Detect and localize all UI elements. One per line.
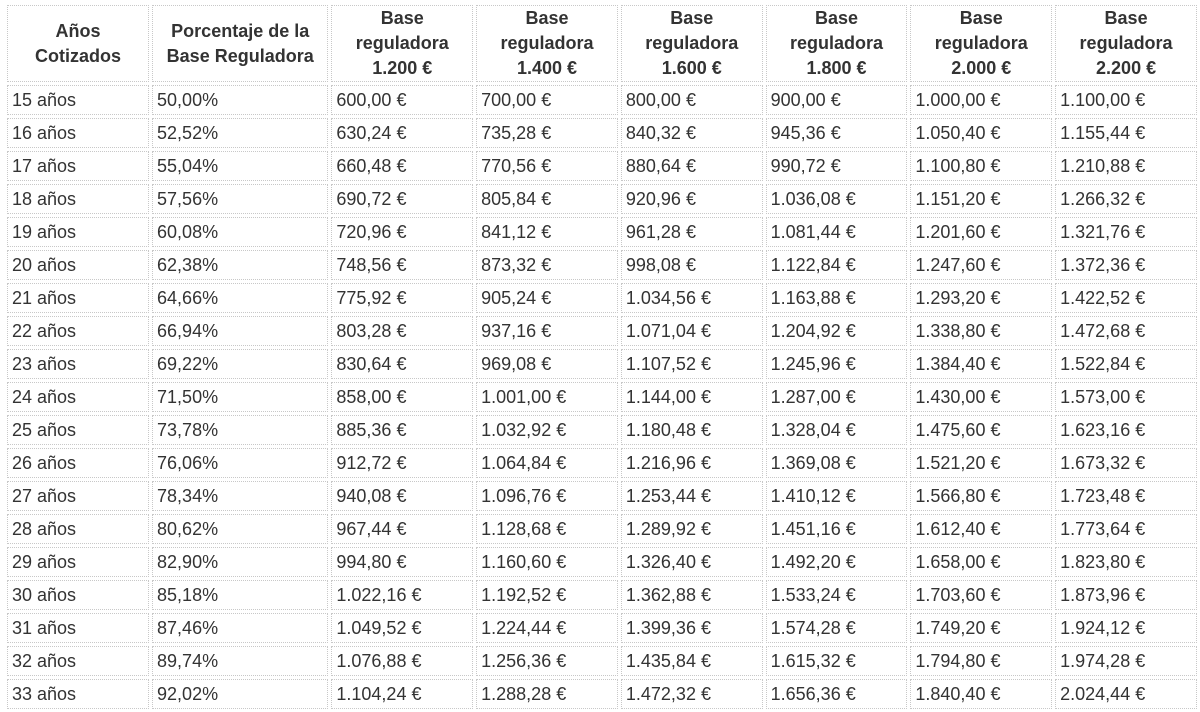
- amount-cell: 998,08 €: [621, 250, 763, 280]
- table-row: [7, 349, 1197, 379]
- years-cell: 25 años: [7, 415, 149, 445]
- column-header-4: [621, 5, 763, 82]
- amount-cell: 961,28 €: [621, 217, 763, 247]
- amount-cell: 967,44 €: [331, 514, 473, 544]
- amount-cell: 1.566,80 €: [910, 481, 1052, 511]
- amount-cell: 937,16 €: [476, 316, 618, 346]
- column-header-line: Cotizados: [35, 45, 122, 66]
- column-header-line: reguladora: [645, 33, 739, 53]
- column-header-line: Base: [380, 8, 424, 28]
- amount-cell: 1.128,68 €: [476, 514, 618, 544]
- column-header-line: Porcentaje de la: [171, 20, 310, 41]
- amount-cell: 885,36 €: [331, 415, 473, 445]
- years-cell: 15 años: [7, 85, 149, 115]
- years-cell: 23 años: [7, 349, 149, 379]
- years-cell: 22 años: [7, 316, 149, 346]
- amount-cell: 1.321,76 €: [1055, 217, 1197, 247]
- column-header-line: Base: [525, 8, 569, 28]
- percentage-cell: 80,62%: [152, 514, 328, 544]
- amount-cell: 1.204,92 €: [766, 316, 908, 346]
- column-header-line: Base: [959, 8, 1003, 28]
- column-header-0: [7, 5, 149, 82]
- amount-cell: 1.574,28 €: [766, 613, 908, 643]
- amount-cell: 1.451,16 €: [766, 514, 908, 544]
- table-row: [7, 613, 1197, 643]
- column-header-line: Base: [670, 8, 714, 28]
- amount-cell: 1.122,84 €: [766, 250, 908, 280]
- amount-cell: 1.107,52 €: [621, 349, 763, 379]
- amount-cell: 1.658,00 €: [910, 547, 1052, 577]
- amount-cell: 800,00 €: [621, 85, 763, 115]
- amount-cell: 1.151,20 €: [910, 184, 1052, 214]
- column-header-3: [476, 5, 618, 82]
- amount-cell: 1.362,88 €: [621, 580, 763, 610]
- amount-cell: 1.036,08 €: [766, 184, 908, 214]
- percentage-cell: 50,00%: [152, 85, 328, 115]
- table-row: [7, 316, 1197, 346]
- column-header-line: Años: [55, 20, 101, 41]
- years-cell: 26 años: [7, 448, 149, 478]
- amount-cell: 1.081,44 €: [766, 217, 908, 247]
- amount-cell: 735,28 €: [476, 118, 618, 148]
- years-cell: 19 años: [7, 217, 149, 247]
- amount-cell: 940,08 €: [331, 481, 473, 511]
- column-header-line: 2.200 €: [1096, 58, 1157, 78]
- percentage-cell: 57,56%: [152, 184, 328, 214]
- amount-cell: 1.144,00 €: [621, 382, 763, 412]
- years-cell: 21 años: [7, 283, 149, 313]
- table-row: [7, 250, 1197, 280]
- table-row: [7, 85, 1197, 115]
- amount-cell: 1.050,40 €: [910, 118, 1052, 148]
- amount-cell: 690,72 €: [331, 184, 473, 214]
- amount-cell: 1.032,92 €: [476, 415, 618, 445]
- amount-cell: 1.924,12 €: [1055, 613, 1197, 643]
- amount-cell: 1.656,36 €: [766, 679, 908, 709]
- table-row: [7, 679, 1197, 709]
- amount-cell: 1.253,44 €: [621, 481, 763, 511]
- amount-cell: 700,00 €: [476, 85, 618, 115]
- amount-cell: 630,24 €: [331, 118, 473, 148]
- table-row: [7, 514, 1197, 544]
- amount-cell: 969,08 €: [476, 349, 618, 379]
- amount-cell: 1.287,00 €: [766, 382, 908, 412]
- table-row: [7, 580, 1197, 610]
- amount-cell: 1.492,20 €: [766, 547, 908, 577]
- amount-cell: 1.372,36 €: [1055, 250, 1197, 280]
- amount-cell: 1.612,40 €: [910, 514, 1052, 544]
- amount-cell: 1.369,08 €: [766, 448, 908, 478]
- amount-cell: 803,28 €: [331, 316, 473, 346]
- years-cell: 24 años: [7, 382, 149, 412]
- pension-table: [4, 2, 1200, 712]
- amount-cell: 720,96 €: [331, 217, 473, 247]
- amount-cell: 1.873,96 €: [1055, 580, 1197, 610]
- column-header-7: [1055, 5, 1197, 82]
- amount-cell: 905,24 €: [476, 283, 618, 313]
- amount-cell: 912,72 €: [331, 448, 473, 478]
- percentage-cell: 66,94%: [152, 316, 328, 346]
- table-row: [7, 415, 1197, 445]
- amount-cell: 1.573,00 €: [1055, 382, 1197, 412]
- column-header-6: [910, 5, 1052, 82]
- column-header-line: 2.000 €: [951, 58, 1012, 78]
- amount-cell: 1.521,20 €: [910, 448, 1052, 478]
- percentage-cell: 87,46%: [152, 613, 328, 643]
- amount-cell: 2.024,44 €: [1055, 679, 1197, 709]
- amount-cell: 900,00 €: [766, 85, 908, 115]
- amount-cell: 1.160,60 €: [476, 547, 618, 577]
- amount-cell: 840,32 €: [621, 118, 763, 148]
- amount-cell: 1.071,04 €: [621, 316, 763, 346]
- amount-cell: 1.673,32 €: [1055, 448, 1197, 478]
- table-row: [7, 283, 1197, 313]
- amount-cell: 1.155,44 €: [1055, 118, 1197, 148]
- years-cell: 33 años: [7, 679, 149, 709]
- amount-cell: 1.210,88 €: [1055, 151, 1197, 181]
- amount-cell: 1.256,36 €: [476, 646, 618, 676]
- amount-cell: 1.533,24 €: [766, 580, 908, 610]
- amount-cell: 990,72 €: [766, 151, 908, 181]
- amount-cell: 770,56 €: [476, 151, 618, 181]
- percentage-cell: 64,66%: [152, 283, 328, 313]
- years-cell: 32 años: [7, 646, 149, 676]
- pension-table-container: [4, 2, 1200, 712]
- amount-cell: 775,92 €: [331, 283, 473, 313]
- percentage-cell: 78,34%: [152, 481, 328, 511]
- percentage-cell: 82,90%: [152, 547, 328, 577]
- amount-cell: 945,36 €: [766, 118, 908, 148]
- amount-cell: 1.522,84 €: [1055, 349, 1197, 379]
- column-header-line: reguladora: [790, 33, 884, 53]
- column-header-line: 1.600 €: [661, 58, 722, 78]
- percentage-cell: 89,74%: [152, 646, 328, 676]
- table-row: [7, 448, 1197, 478]
- percentage-cell: 60,08%: [152, 217, 328, 247]
- years-cell: 17 años: [7, 151, 149, 181]
- column-header-line: reguladora: [355, 33, 449, 53]
- table-row: [7, 118, 1197, 148]
- percentage-cell: 52,52%: [152, 118, 328, 148]
- amount-cell: 1.384,40 €: [910, 349, 1052, 379]
- table-row: [7, 217, 1197, 247]
- amount-cell: 660,48 €: [331, 151, 473, 181]
- amount-cell: 1.623,16 €: [1055, 415, 1197, 445]
- amount-cell: 1.472,68 €: [1055, 316, 1197, 346]
- amount-cell: 1.192,52 €: [476, 580, 618, 610]
- amount-cell: 1.328,04 €: [766, 415, 908, 445]
- amount-cell: 1.064,84 €: [476, 448, 618, 478]
- amount-cell: 920,96 €: [621, 184, 763, 214]
- years-cell: 27 años: [7, 481, 149, 511]
- amount-cell: 1.749,20 €: [910, 613, 1052, 643]
- amount-cell: 1.472,32 €: [621, 679, 763, 709]
- amount-cell: 1.794,80 €: [910, 646, 1052, 676]
- amount-cell: 830,64 €: [331, 349, 473, 379]
- amount-cell: 1.435,84 €: [621, 646, 763, 676]
- column-header-5: [766, 5, 908, 82]
- amount-cell: 1.773,64 €: [1055, 514, 1197, 544]
- amount-cell: 1.180,48 €: [621, 415, 763, 445]
- amount-cell: 805,84 €: [476, 184, 618, 214]
- amount-cell: 1.201,60 €: [910, 217, 1052, 247]
- percentage-cell: 71,50%: [152, 382, 328, 412]
- amount-cell: 1.104,24 €: [331, 679, 473, 709]
- percentage-cell: 55,04%: [152, 151, 328, 181]
- amount-cell: 1.410,12 €: [766, 481, 908, 511]
- amount-cell: 994,80 €: [331, 547, 473, 577]
- table-row: [7, 547, 1197, 577]
- years-cell: 16 años: [7, 118, 149, 148]
- amount-cell: 841,12 €: [476, 217, 618, 247]
- amount-cell: 1.338,80 €: [910, 316, 1052, 346]
- column-header-line: Base Reguladora: [166, 45, 314, 66]
- amount-cell: 1.245,96 €: [766, 349, 908, 379]
- amount-cell: 1.049,52 €: [331, 613, 473, 643]
- header-row: [7, 5, 1197, 82]
- column-header-2: [331, 5, 473, 82]
- amount-cell: 1.422,52 €: [1055, 283, 1197, 313]
- table-row: [7, 481, 1197, 511]
- amount-cell: 1.216,96 €: [621, 448, 763, 478]
- amount-cell: 1.100,00 €: [1055, 85, 1197, 115]
- percentage-cell: 85,18%: [152, 580, 328, 610]
- amount-cell: 1.293,20 €: [910, 283, 1052, 313]
- years-cell: 29 años: [7, 547, 149, 577]
- amount-cell: 1.430,00 €: [910, 382, 1052, 412]
- amount-cell: 1.974,28 €: [1055, 646, 1197, 676]
- table-row: [7, 184, 1197, 214]
- amount-cell: 1.723,48 €: [1055, 481, 1197, 511]
- amount-cell: 1.001,00 €: [476, 382, 618, 412]
- years-cell: 20 años: [7, 250, 149, 280]
- table-row: [7, 646, 1197, 676]
- column-header-line: reguladora: [1079, 33, 1173, 53]
- amount-cell: 1.034,56 €: [621, 283, 763, 313]
- column-header-line: Base: [1104, 8, 1148, 28]
- amount-cell: 1.224,44 €: [476, 613, 618, 643]
- percentage-cell: 73,78%: [152, 415, 328, 445]
- amount-cell: 1.100,80 €: [910, 151, 1052, 181]
- amount-cell: 748,56 €: [331, 250, 473, 280]
- amount-cell: 1.096,76 €: [476, 481, 618, 511]
- column-header-line: reguladora: [934, 33, 1028, 53]
- amount-cell: 1.022,16 €: [331, 580, 473, 610]
- amount-cell: 1.266,32 €: [1055, 184, 1197, 214]
- column-header-1: [152, 5, 328, 82]
- years-cell: 30 años: [7, 580, 149, 610]
- column-header-line: reguladora: [500, 33, 594, 53]
- column-header-line: 1.800 €: [806, 58, 867, 78]
- amount-cell: 1.289,92 €: [621, 514, 763, 544]
- percentage-cell: 62,38%: [152, 250, 328, 280]
- amount-cell: 1.288,28 €: [476, 679, 618, 709]
- percentage-cell: 76,06%: [152, 448, 328, 478]
- table-row: [7, 382, 1197, 412]
- years-cell: 31 años: [7, 613, 149, 643]
- amount-cell: 1.000,00 €: [910, 85, 1052, 115]
- amount-cell: 858,00 €: [331, 382, 473, 412]
- percentage-cell: 92,02%: [152, 679, 328, 709]
- amount-cell: 1.076,88 €: [331, 646, 473, 676]
- years-cell: 18 años: [7, 184, 149, 214]
- table-row: [7, 151, 1197, 181]
- amount-cell: 1.840,40 €: [910, 679, 1052, 709]
- amount-cell: 1.247,60 €: [910, 250, 1052, 280]
- amount-cell: 1.326,40 €: [621, 547, 763, 577]
- amount-cell: 1.163,88 €: [766, 283, 908, 313]
- column-header-line: 1.400 €: [516, 58, 578, 78]
- years-cell: 28 años: [7, 514, 149, 544]
- percentage-cell: 69,22%: [152, 349, 328, 379]
- amount-cell: 873,32 €: [476, 250, 618, 280]
- column-header-line: 1.200 €: [372, 58, 433, 78]
- amount-cell: 600,00 €: [331, 85, 473, 115]
- table-body: [7, 85, 1197, 709]
- amount-cell: 1.615,32 €: [766, 646, 908, 676]
- amount-cell: 1.399,36 €: [621, 613, 763, 643]
- amount-cell: 1.823,80 €: [1055, 547, 1197, 577]
- amount-cell: 1.475,60 €: [910, 415, 1052, 445]
- amount-cell: 1.703,60 €: [910, 580, 1052, 610]
- column-header-line: Base: [815, 8, 859, 28]
- amount-cell: 880,64 €: [621, 151, 763, 181]
